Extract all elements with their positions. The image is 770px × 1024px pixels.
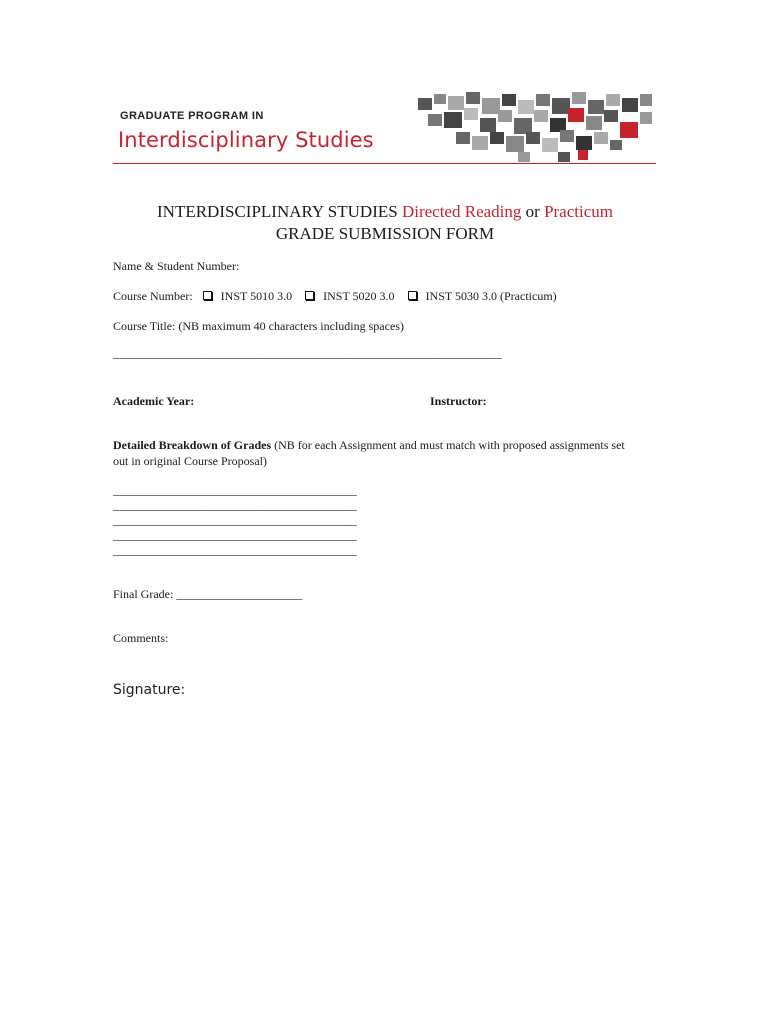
checkbox-inst-5020[interactable]	[305, 291, 314, 300]
final-grade-row	[113, 587, 302, 602]
title-or: or	[521, 202, 545, 221]
form-subtitle: GRADE SUBMISSION FORM	[275, 224, 495, 243]
option-inst-5020: INST 5020 3.0	[323, 289, 395, 303]
breakdown-line-3[interactable]: __________________________________________	[113, 513, 357, 527]
breakdown-line-1[interactable]: __________________________________________	[113, 483, 357, 497]
course-title-line[interactable]: ___________________________________________________________________	[113, 346, 502, 360]
breakdown-line-4[interactable]: __________________________________________	[113, 528, 357, 542]
academic-year-label: Academic Year:	[113, 394, 195, 408]
checkbox-inst-5030[interactable]	[408, 291, 417, 300]
instructor-label: Instructor:	[430, 394, 487, 408]
signature-label: Signature:	[113, 682, 186, 698]
title-practicum: Practicum	[544, 202, 613, 221]
course-number-row	[113, 289, 557, 304]
breakdown-label: Detailed Breakdown of Grades	[113, 438, 272, 452]
breakdown-note-1: (NB for each Assignment and must match with proposed assignments set	[271, 438, 625, 452]
cubes-logo	[408, 92, 658, 164]
option-inst-5030: INST 5030 3.0 (Practicum)	[425, 289, 557, 303]
program-subtitle: GRADUATE PROGRAM IN	[120, 110, 264, 122]
course-title-label: Course Title: (NB maximum 40 characters including spaces)	[113, 319, 404, 333]
checkbox-inst-5010[interactable]	[203, 291, 212, 300]
breakdown-heading	[113, 438, 673, 453]
title-directed-reading: Directed Reading	[401, 202, 522, 221]
name-student-number-label: Name & Student Number:	[113, 259, 240, 273]
final-grade-line[interactable]: _____________________	[176, 587, 303, 601]
course-number-label: Course Number:	[113, 289, 193, 303]
program-title: Interdisciplinary Studies	[118, 128, 374, 152]
breakdown-line-2[interactable]: __________________________________________	[113, 498, 357, 512]
final-grade-label: Final Grade:	[113, 587, 177, 601]
form-title	[0, 202, 770, 222]
breakdown-line-5[interactable]: __________________________________________	[113, 543, 357, 557]
option-inst-5010: INST 5010 3.0	[220, 289, 293, 303]
comments-label: Comments:	[113, 631, 169, 645]
breakdown-note-2: out in original Course Proposal)	[113, 454, 267, 468]
title-part1: INTERDISCIPLINARY STUDIES	[157, 202, 402, 221]
